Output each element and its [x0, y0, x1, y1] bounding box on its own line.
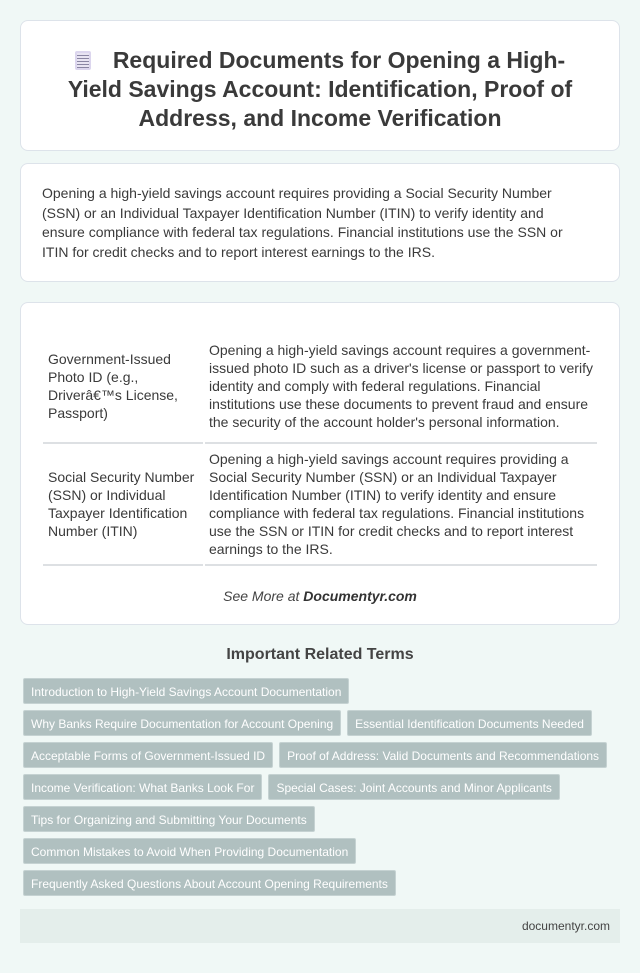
document-description: Opening a high-yield savings account requires providing a Social Security Number (SSN) or an Individual Taxpayer Identification Number (ITIN) to verify identity and ensure compliance with federal tax regulations. Financial institutions use the SSN or ITIN for credit checks and to report interest earnings to the IRS.: [205, 444, 597, 566]
table-row: [43, 444, 597, 566]
summary-card: [20, 163, 620, 282]
document-label: Social Security Number (SSN) or Individual Taxpayer Identification Number (ITIN): [43, 444, 203, 566]
related-term-tag[interactable]: Why Banks Require Documentation for Account Opening: [23, 710, 341, 736]
see-more-prefix: See More at: [223, 588, 304, 604]
document-description: Opening a high-yield savings account requires a government-issued photo ID such as a driver's license or passport to verify identity and comply with federal regulations. Financial institutions use these documents to prevent fraud and ensure the security of the account holder's personal information.: [205, 330, 597, 444]
footer-site-link[interactable]: documentyr.com: [521, 919, 610, 933]
footer: [20, 909, 620, 943]
page-title-text: Required Documents for Opening a High-Yield Savings Account: Identification, Proof of Address, and Income Verification: [67, 47, 573, 131]
page-title: [51, 46, 589, 133]
related-term-tag[interactable]: Essential Identification Documents Needed: [347, 710, 592, 736]
related-terms-list: [23, 678, 623, 896]
related-term-tag[interactable]: Introduction to High-Yield Savings Account Documentation: [23, 678, 349, 704]
document-label: Government-Issued Photo ID (e.g., Driverâ€™s License, Passport): [43, 330, 203, 444]
related-term-tag[interactable]: Acceptable Forms of Government-Issued ID: [23, 742, 273, 768]
document-scroll-icon: [75, 51, 91, 70]
related-terms-heading: Important Related Terms: [226, 646, 414, 663]
documents-table: [41, 330, 599, 566]
summary-text: Opening a high-yield savings account requires providing a Social Security Number (SSN) or an Individual Taxpayer Identification Number (ITIN) to verify identity and ensure compliance with federal tax regulations. Financial institutions use the SSN or ITIN for credit checks and to report interest earnings to the IRS.: [42, 185, 563, 260]
documents-table-card: [20, 302, 620, 625]
related-term-tag[interactable]: Income Verification: What Banks Look For: [23, 774, 262, 800]
see-more-site[interactable]: Documentyr.com: [303, 588, 417, 604]
related-term-tag[interactable]: Frequently Asked Questions About Account Opening Requirements: [23, 870, 396, 896]
related-term-tag[interactable]: Tips for Organizing and Submitting Your Documents: [23, 806, 315, 832]
table-row: [43, 330, 597, 444]
related-term-tag[interactable]: Special Cases: Joint Accounts and Minor Applicants: [268, 774, 559, 800]
title-card: [20, 20, 620, 151]
see-more-link[interactable]: [21, 588, 619, 604]
related-term-tag[interactable]: Proof of Address: Valid Documents and Recommendations: [279, 742, 607, 768]
related-term-tag[interactable]: Common Mistakes to Avoid When Providing Documentation: [23, 838, 356, 864]
